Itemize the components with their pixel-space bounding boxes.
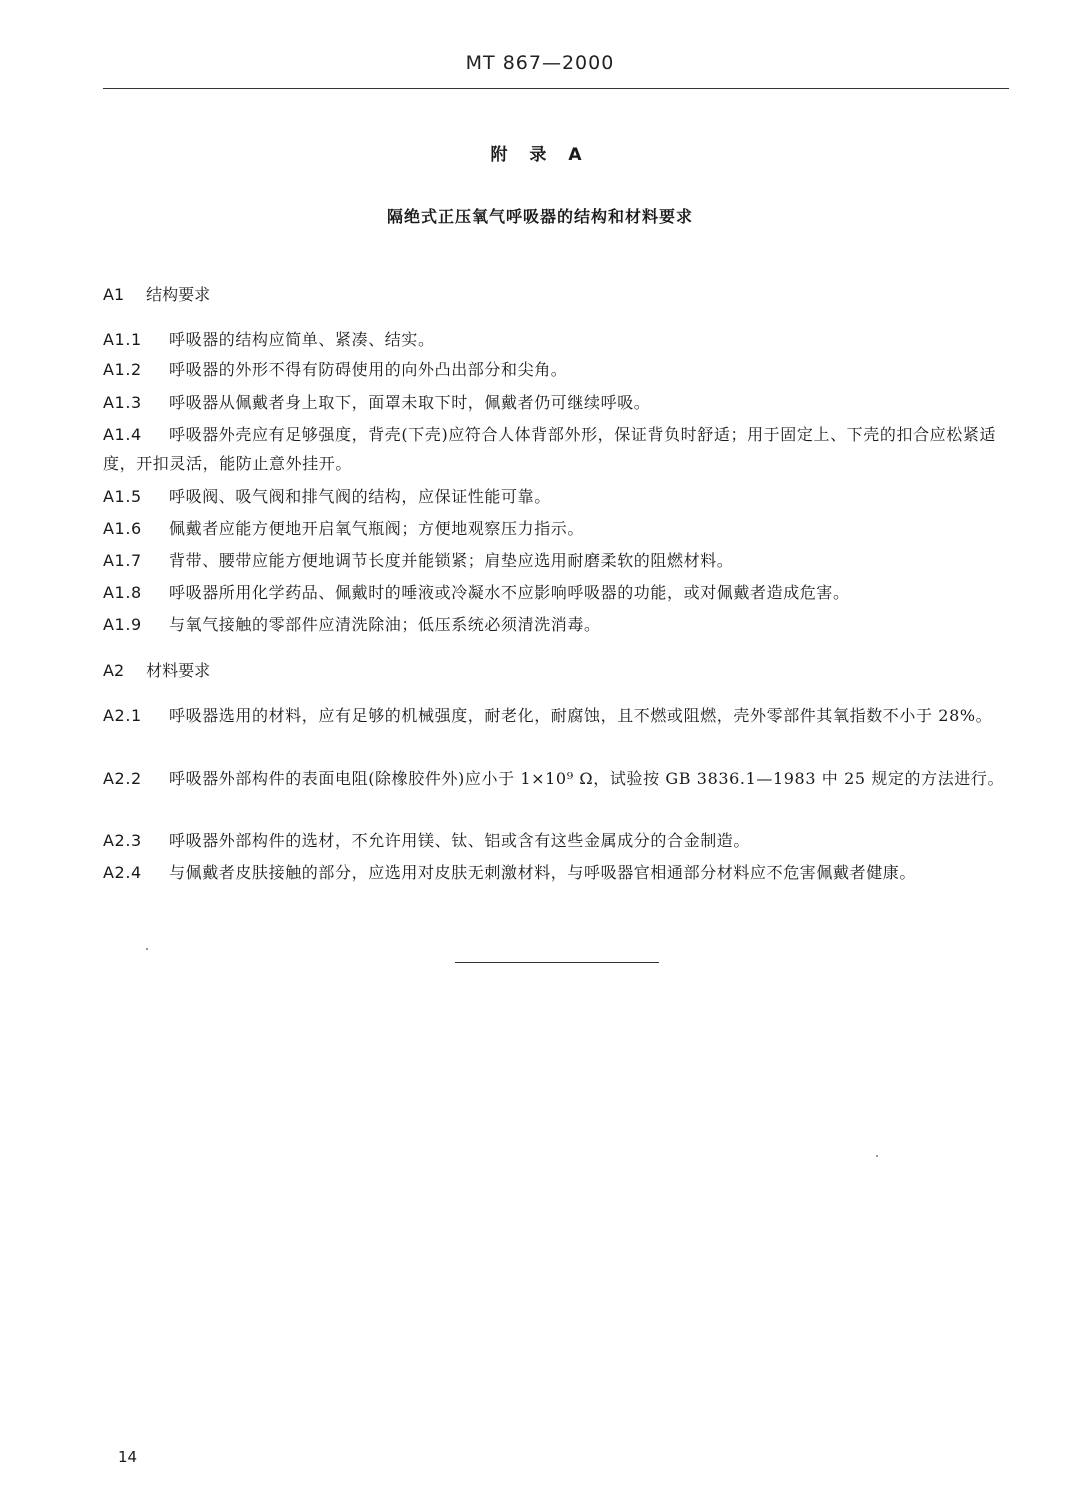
clause-text: 呼吸器的结构应简单、紧凑、结实。: [169, 330, 435, 349]
clause-number: A1.6: [103, 519, 142, 538]
clause-a1-6: [103, 514, 1009, 543]
clause-a2-4: [103, 858, 1009, 887]
clause-text: 呼吸器从佩戴者身上取下，面罩未取下时，佩戴者仍可继续呼吸。: [169, 393, 651, 412]
clause-text: 呼吸器的外形不得有防碍使用的向外凸出部分和尖角。: [169, 360, 568, 379]
clause-a1-3: [103, 388, 1009, 417]
section-heading-a2: [103, 658, 210, 681]
clause-number: A2.4: [103, 863, 142, 882]
appendix-label: 附 录 A: [490, 145, 590, 165]
header-rule: [103, 88, 1009, 89]
page-header-standard-code: MT 867—2000: [465, 52, 615, 74]
clause-text: 呼吸器所用化学药品、佩戴时的唾液或冷凝水不应影响呼吸器的功能，或对佩戴者造成危害。: [169, 583, 850, 602]
clause-text: 呼吸器选用的材料，应有足够的机械强度，耐老化，耐腐蚀，且不燃或阻燃，壳外零部件其氧指数不小于 28%。: [169, 706, 993, 725]
section-heading-a1: [103, 282, 210, 305]
clause-number: A1.1: [103, 330, 142, 349]
clause-a1-5: [103, 482, 1009, 511]
clause-a1-7: [103, 546, 1009, 575]
clause-number: A2.1: [103, 706, 142, 725]
scan-speck: [146, 948, 148, 950]
clause-number: A2.2: [103, 769, 142, 788]
clause-text: 呼吸器外壳应有足够强度，背壳(下壳)应符合人体背部外形，保证背负时舒适；用于固定上、下壳的扣合应松紧适度，开扣灵活，能防止意外挂开。: [103, 425, 997, 473]
clause-number: A2.3: [103, 831, 142, 850]
section-title: 结构要求: [146, 285, 211, 304]
clause-a2-2: [103, 764, 1009, 793]
scan-speck: [876, 1155, 878, 1157]
appendix-title: 隔绝式正压氧气呼吸器的结构和材料要求: [386, 207, 693, 226]
clause-text: 与佩戴者皮肤接触的部分，应选用对皮肤无刺激材料，与呼吸器官相通部分材料应不危害佩戴者健康。: [169, 863, 917, 882]
clause-text: 呼吸器外部构件的选材，不允许用镁、钛、铝或含有这些金属成分的合金制造。: [169, 831, 751, 850]
clause-number: A1.8: [103, 583, 142, 602]
clause-text: 佩戴者应能方便地开启氧气瓶阀；方便地观察压力指示。: [169, 519, 585, 538]
section-number: A2: [103, 661, 125, 680]
clause-number: A1.2: [103, 360, 142, 379]
clause-text: 呼吸阀、吸气阀和排气阀的结构，应保证性能可靠。: [169, 487, 551, 506]
clause-a1-4: [103, 420, 1009, 478]
clause-a1-2: [103, 355, 1009, 384]
section-number: A1: [103, 285, 125, 304]
clause-a1-1: [103, 325, 1009, 354]
end-of-appendix-rule: [455, 962, 659, 963]
clause-text: 呼吸器外部构件的表面电阻(除橡胶件外)应小于 1×10⁹ Ω，试验按 GB 3836.1—1983 中 25 规定的方法进行。: [169, 769, 1005, 788]
clause-a1-9: [103, 610, 1009, 639]
clause-number: A1.3: [103, 393, 142, 412]
clause-a2-3: [103, 826, 1009, 855]
clause-text: 背带、腰带应能方便地调节长度并能锁紧；肩垫应选用耐磨柔软的阻燃材料。: [169, 551, 734, 570]
clause-number: A1.9: [103, 615, 142, 634]
page-number: 14: [118, 1448, 138, 1466]
section-title: 材料要求: [146, 661, 211, 680]
clause-number: A1.4: [103, 425, 142, 444]
clause-a2-1: [103, 701, 1009, 730]
clause-text: 与氧气接触的零部件应清洗除油；低压系统必须清洗消毒。: [169, 615, 601, 634]
clause-number: A1.7: [103, 551, 142, 570]
clause-number: A1.5: [103, 487, 142, 506]
clause-a1-8: [103, 578, 1009, 607]
